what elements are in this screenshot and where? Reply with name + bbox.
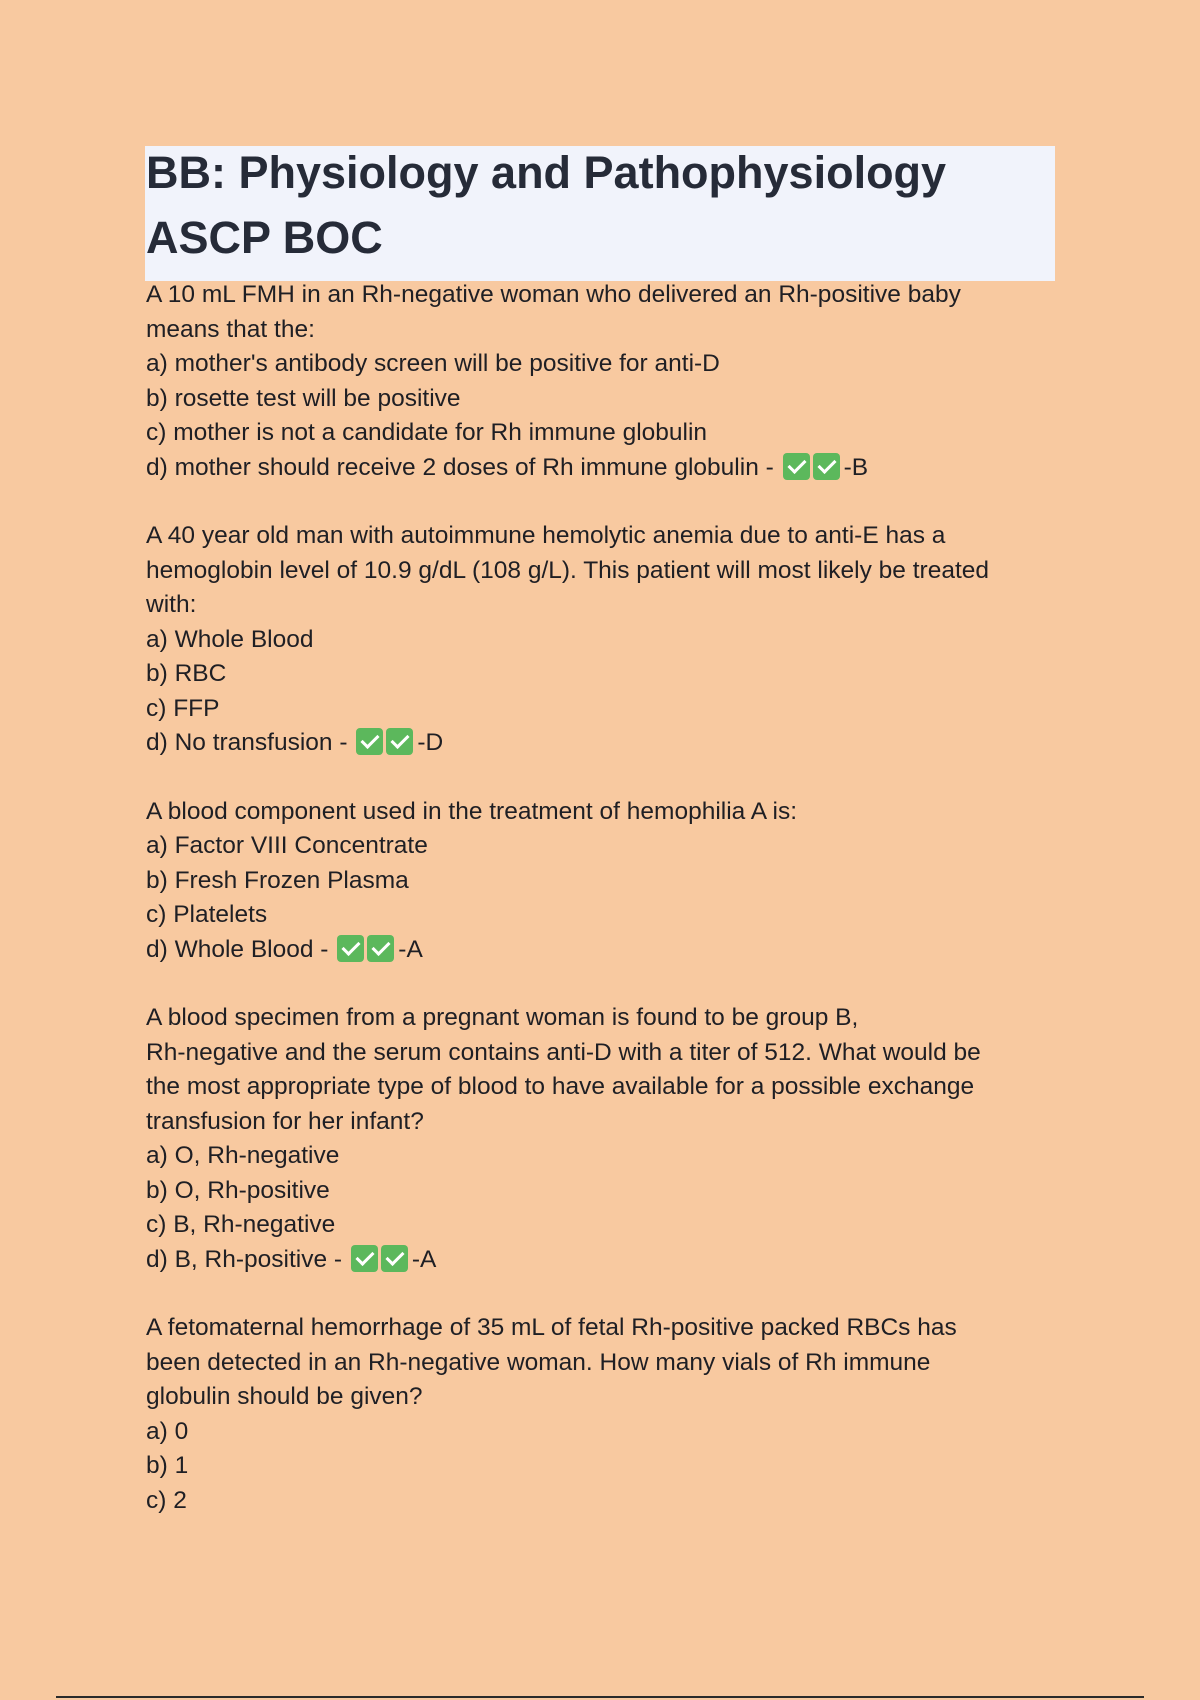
answer-option-with-key xyxy=(146,933,1066,968)
question-stem-line: means that the: xyxy=(146,315,315,343)
question-stem-line: A 40 year old man with autoimmune hemolytic anemia due to anti-E has a xyxy=(146,522,946,549)
correct-answer-marks xyxy=(356,726,416,761)
question-stem-line: hemoglobin level of 10.9 g/dL (108 g/L). This patient will most likely be treated xyxy=(146,556,990,584)
question-block-5 xyxy=(146,1311,1066,1518)
correct-answer-letter: -A xyxy=(411,1245,437,1273)
correct-answer-letter: -B xyxy=(843,453,869,481)
check-mark-icon xyxy=(351,1245,378,1272)
question-stem-line: A blood component used in the treatment of hemophilia A is: xyxy=(146,797,798,825)
answer-option-text: d) mother should receive 2 doses of Rh immune globulin - xyxy=(146,453,781,481)
question-stem-line: A blood specimen from a pregnant woman is found to be group B, xyxy=(146,1004,859,1031)
page-title-line-1: BB: Physiology and Pathophysiology xyxy=(146,147,947,198)
check-mark-icon xyxy=(386,728,413,755)
answer-option: a) 0 xyxy=(146,1417,189,1445)
question-list xyxy=(146,278,1066,1552)
answer-option: c) FFP xyxy=(146,694,220,722)
answer-option-text: d) Whole Blood - xyxy=(146,935,336,963)
answer-option: b) RBC xyxy=(146,660,227,687)
answer-option: a) Factor VIII Concentrate xyxy=(146,832,428,859)
question-block-3 xyxy=(146,795,1066,968)
check-mark-icon xyxy=(813,453,840,480)
question-stem-line: transfusion for her infant? xyxy=(146,1107,424,1135)
question-block-4 xyxy=(146,1001,1066,1277)
question-stem-line: been detected in an Rh-negative woman. How many vials of Rh immune xyxy=(146,1348,931,1376)
answer-option-text: d) No transfusion - xyxy=(146,729,355,756)
answer-option: a) mother's antibody screen will be positive for anti-D xyxy=(146,350,720,377)
answer-option: c) 2 xyxy=(146,1486,187,1514)
answer-option: b) O, Rh-positive xyxy=(146,1176,330,1204)
correct-answer-marks xyxy=(783,451,843,486)
answer-option: c) B, Rh-negative xyxy=(146,1211,336,1238)
question-block-2 xyxy=(146,519,1066,761)
check-mark-icon xyxy=(367,935,394,962)
question-stem-line: A 10 mL FMH in an Rh-negative woman who delivered an Rh-positive baby xyxy=(146,281,961,308)
question-stem-line: with: xyxy=(146,591,197,618)
page-title-line-2: ASCP BOC xyxy=(146,212,383,263)
question-stem-line: the most appropriate type of blood to have available for a possible exchange xyxy=(146,1073,975,1100)
answer-option: c) Platelets xyxy=(146,901,268,928)
question-stem-line: Rh-negative and the serum contains anti-D with a titer of 512. What would be xyxy=(146,1038,981,1066)
answer-option: a) O, Rh-negative xyxy=(146,1142,340,1169)
check-mark-icon xyxy=(381,1245,408,1272)
check-mark-icon xyxy=(337,935,364,962)
correct-answer-marks xyxy=(337,933,397,968)
question-stem-line: A fetomaternal hemorrhage of 35 mL of fetal Rh-positive packed RBCs has xyxy=(146,1314,957,1341)
correct-answer-letter: -A xyxy=(398,935,423,963)
answer-option: b) 1 xyxy=(146,1452,189,1479)
answer-option-text: d) B, Rh-positive - xyxy=(146,1245,349,1273)
answer-option: c) mother is not a candidate for Rh immune globulin xyxy=(146,419,708,446)
answer-option-with-key xyxy=(146,726,1066,761)
answer-option-with-key xyxy=(146,451,1066,486)
check-mark-icon xyxy=(356,728,383,755)
answer-option: a) Whole Blood xyxy=(146,625,314,653)
question-block-1 xyxy=(146,278,1066,485)
check-mark-icon xyxy=(783,453,810,480)
answer-option-with-key xyxy=(146,1243,1066,1278)
question-stem-line: globulin should be given? xyxy=(146,1383,423,1410)
answer-option: b) rosette test will be positive xyxy=(146,384,461,412)
correct-answer-letter: -D xyxy=(417,729,444,756)
answer-option: b) Fresh Frozen Plasma xyxy=(146,866,409,894)
correct-answer-marks xyxy=(351,1243,411,1278)
page-bottom-divider xyxy=(56,1696,1144,1698)
